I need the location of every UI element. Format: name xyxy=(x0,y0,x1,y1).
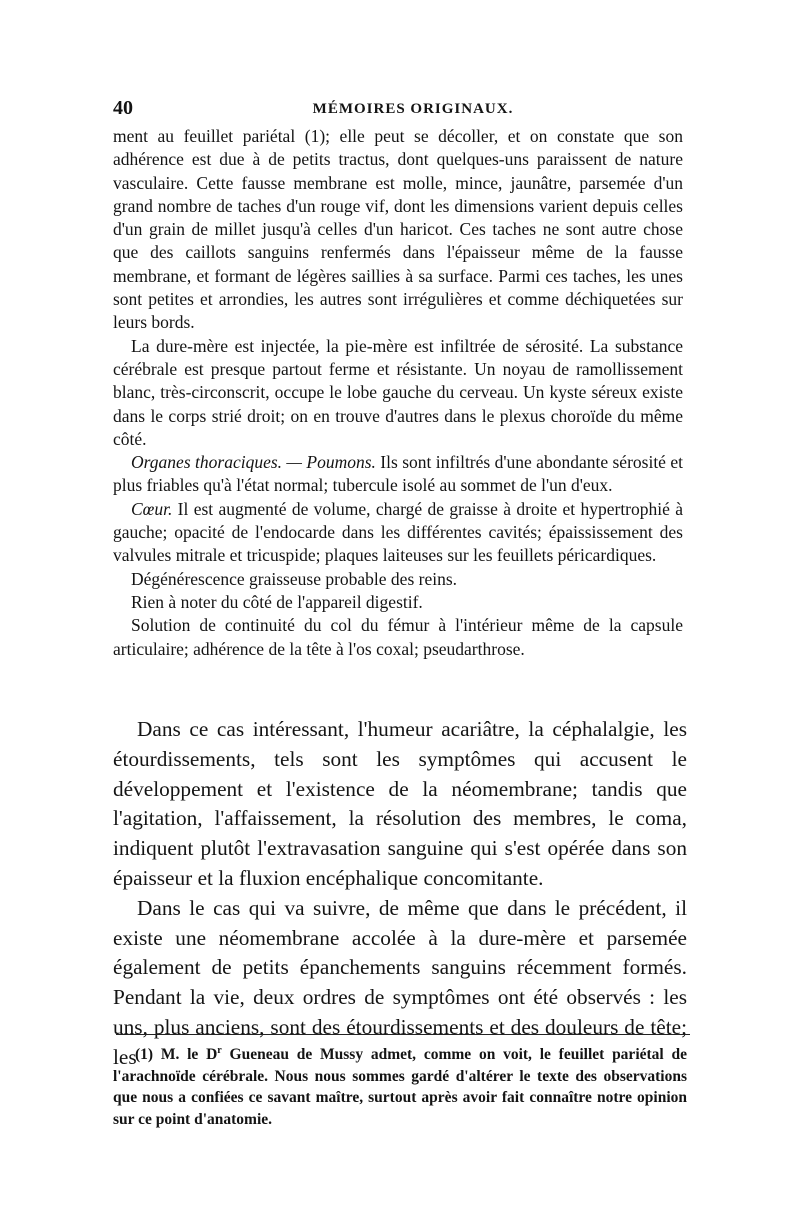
section-heading-heart: Cœur. xyxy=(131,498,173,519)
paragraph-brain: La dure-mère est injectée, la pie-mère est infiltrée de sérosité. La substance cérébrale est presque partout ferme et résistante. Un noyau de ramollissement blanc, très-circonscrit, occupe le lobe gauche du cerveau. Un kyste séreux existe dans le corps strié droit; on en trouve d'autres dans le plexus choroïde du même côté. xyxy=(113,335,683,449)
paragraph-pericardium: ment au feuillet pariétal (1); elle peut se décoller, et on constate que son adhérence est due à de petits tractus, dont quelques-uns paraissent de nature vasculaire. Cette fausse membrane est molle, mince, jaunâtre, parsemée d'un grand nombre de taches d'un rouge vif, dont les dimensions varient depuis celles d'un grain de millet jusqu'à celles d'un haricot. Ces taches ne sont autre chose que des caillots sanguins renfermés dans l'épaisseur même de la fausse membrane, et formant de légères saillies à sa surface. Parmi ces taches, les unes sont petites et arrondies, les autres sont irrégulières et comme déchiquetées sur leurs bords. xyxy=(113,126,683,333)
paragraph-thoracic-text: Ils sont infiltrés d'une abondante sérosité et plus friables qu'à l'état normal; tubercule isolé au sommet de l'un d'eux. xyxy=(113,452,683,496)
page-number: 40 xyxy=(113,97,133,119)
footnote-divider xyxy=(116,1034,690,1035)
commentary-paragraph-2: Dans le cas qui va suivre, de même que dans le précédent, il existe une néomembrane accolée à la dure-mère et parsemée également de petits épanchements sanguins récemment formés. Pendant la vie, deux ordres de symptômes ont été observés : les uns, plus anciens, sont des étourdissements et des douleurs de tête; les xyxy=(113,895,687,1069)
commentary-paragraph-1: Dans ce cas intéressant, l'humeur acariâtre, la céphalalgie, les étourdissements, tels sont les symptômes qui accusent le développement et l'existence de la néomembrane; tandis que l'agitation, l'affaissement, la résolution des membres, le coma, indiquent plutôt l'extravasation sanguine qui s'est opérée dans son épaisseur et la fluxion encéphalique concomitante. xyxy=(113,717,687,890)
page-header xyxy=(113,95,693,121)
section-heading-thoracic: Organes thoraciques. — Poumons. xyxy=(131,452,376,473)
footnote xyxy=(113,1044,687,1130)
running-title: MÉMOIRES ORIGINAUX. xyxy=(312,101,514,117)
commentary-text xyxy=(113,715,687,1073)
paragraph-femur: Solution de continuité du col du fémur à l'intérieur même de la capsule articulaire; adhérence de la tête à l'os coxal; pseudarthrose. xyxy=(113,615,683,659)
footnote-body: Gueneau de Mussy admet, comme on voit, le feuillet pariétal de l'arachnoïde cérébrale. Nous nous sommes gardé d'altérer le texte des observations que nous a confiées ce savant maître, surtout après avoir fait connaître notre opinion sur ce point d'anatomie. xyxy=(113,1046,687,1128)
footnote-text xyxy=(113,1044,687,1130)
paragraph-heart xyxy=(113,498,683,568)
case-report-text xyxy=(113,125,683,661)
paragraph-digestive: Rien à noter du côté de l'appareil digestif. xyxy=(131,591,423,612)
footnote-lead: (1) M. le D xyxy=(135,1046,218,1063)
paragraph-kidneys: Dégénérescence graisseuse probable des reins. xyxy=(131,568,458,589)
footnote-superscript: r xyxy=(217,1044,222,1056)
paragraph-thoracic-organs xyxy=(113,451,683,498)
paragraph-heart-text: Il est augmenté de volume, chargé de graisse à droite et hypertrophié à gauche; opacité de l'endocarde dans les différentes cavités; épaississement des valvules mitrale et tricuspide; plaques laiteuses sur les feuillets péricardiques. xyxy=(113,498,683,566)
